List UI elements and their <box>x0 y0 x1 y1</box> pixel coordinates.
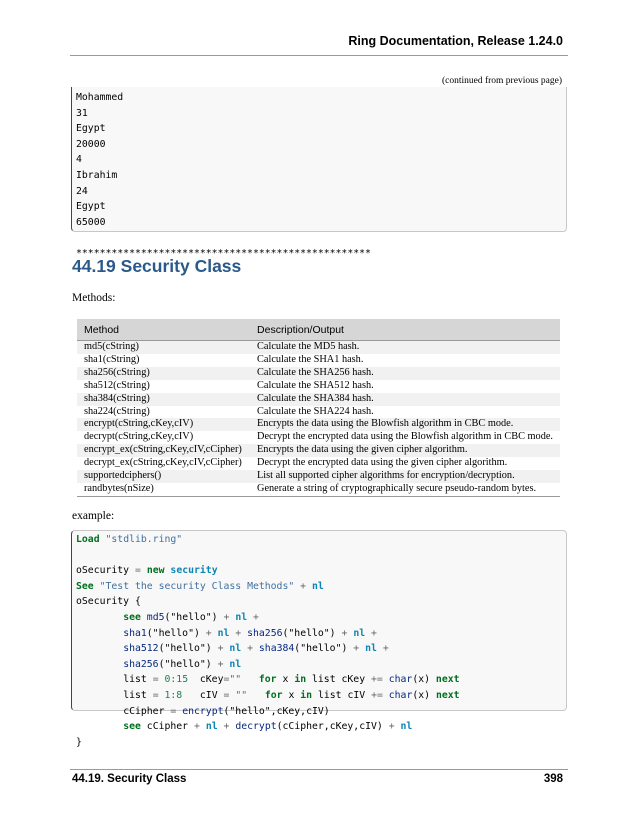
page-header-title: Ring Documentation, Release 1.24.0 <box>348 34 563 48</box>
table-row <box>77 418 560 431</box>
code-token: (x) <box>412 689 431 701</box>
code-token: x <box>282 674 289 686</box>
code-token: Load <box>76 534 100 545</box>
table-row <box>77 444 560 457</box>
code-token: for <box>258 674 277 686</box>
code-token: ("hello") <box>294 643 348 655</box>
code-token: sha1 <box>123 627 147 639</box>
code-token: + <box>353 643 360 655</box>
code-token: = <box>152 689 159 701</box>
code-token: + <box>341 627 348 639</box>
code-token: ("hello") <box>146 627 200 639</box>
code-token: nl <box>229 643 242 655</box>
method-cell: randbytes(nSize) <box>77 483 250 496</box>
table-row <box>77 457 560 470</box>
code-token: + <box>300 580 307 592</box>
description-cell: Encrypts the data using the Blowfish algorithm in CBC mode. <box>250 418 560 431</box>
code-token: + <box>223 721 230 733</box>
code-token: ("hello") <box>164 611 218 623</box>
description-cell: Calculate the SHA256 hash. <box>250 367 560 380</box>
method-cell: md5(cString) <box>77 341 250 354</box>
code-token: 1:8 <box>164 689 183 701</box>
code-token: = <box>223 689 230 701</box>
code-token: char <box>388 689 413 701</box>
code-token: nl <box>365 643 377 655</box>
method-cell: sha256(cString) <box>77 367 250 380</box>
code-token: + <box>217 658 224 670</box>
code-token: (cCipher,cKey,cIV) <box>276 721 383 733</box>
code-token: cIV <box>347 689 366 701</box>
code-token: list <box>312 674 336 686</box>
method-cell: decrypt_ex(cString,cKey,cIV,cCipher) <box>77 457 250 470</box>
code-token: + <box>253 611 259 623</box>
description-cell: Calculate the SHA384 hash. <box>250 393 560 406</box>
code-token: security <box>170 565 218 577</box>
code-token: ("hello") <box>158 643 212 655</box>
code-token: oSecurity { <box>76 596 141 608</box>
code-token: decrypt <box>235 721 277 733</box>
method-cell: sha224(cString) <box>77 406 250 419</box>
code-token: "stdlib.ring" <box>105 534 183 545</box>
code-token: sha384 <box>258 643 295 655</box>
code-token: nl <box>217 627 230 639</box>
code-token: "Test the security Class Methods" <box>99 580 295 592</box>
code-token: in <box>294 674 307 686</box>
output-line: 20000 <box>76 138 106 150</box>
description-cell: Decrypt the encrypted data using the given cipher algorithm. <box>250 457 560 470</box>
example-code-block <box>71 530 567 748</box>
output-code-block <box>71 87 567 259</box>
table-header-row <box>77 319 560 341</box>
code-token: = <box>152 674 159 686</box>
code-token: ("hello") <box>282 627 336 639</box>
code-token: nl <box>353 627 366 639</box>
code-token: cCipher <box>146 721 189 733</box>
description-cell: Calculate the SHA1 hash. <box>250 354 560 367</box>
description-cell: Encrypts the data using the given cipher algorithm. <box>250 444 560 457</box>
code-token: + <box>382 643 389 655</box>
code-token: nl <box>205 721 218 733</box>
code-token: nl <box>235 611 248 623</box>
code-token: see <box>123 611 141 623</box>
code-token: (x) <box>412 674 431 686</box>
code-token: cIV <box>199 689 218 701</box>
continued-note: (continued from previous page) <box>441 76 562 86</box>
code-token: "" <box>235 689 248 701</box>
code-token: See <box>76 580 94 592</box>
code-token: "" <box>229 674 242 686</box>
code-token: sha256 <box>123 658 159 670</box>
code-token: += <box>371 689 383 701</box>
table-row <box>77 470 560 483</box>
code-token: 0:15 <box>164 674 189 686</box>
code-token: = <box>223 674 230 686</box>
methods-table <box>77 319 560 497</box>
code-token: nl <box>400 721 413 733</box>
table-row <box>77 483 560 496</box>
table-row <box>77 354 560 367</box>
table-row <box>77 393 560 406</box>
method-cell: decrypt(cString,cKey,cIV) <box>77 431 250 444</box>
column-header-description: Description/Output <box>250 319 560 341</box>
table-row <box>77 341 560 354</box>
code-token: + <box>217 643 224 655</box>
description-cell: Calculate the MD5 hash. <box>250 341 560 354</box>
page-number: 398 <box>543 773 563 785</box>
code-token: + <box>205 627 212 639</box>
code-token: ("hello") <box>158 658 212 670</box>
code-token: } <box>76 736 82 748</box>
output-line: 31 <box>76 107 88 119</box>
output-line: Mohammed <box>76 92 124 103</box>
output-line: 4 <box>76 154 82 166</box>
method-cell: sha512(cString) <box>77 380 250 393</box>
footer-section-name: 44.19. Security Class <box>72 773 187 785</box>
code-token: cKey <box>341 674 366 686</box>
description-cell: Decrypt the encrypted data using the Blowfish algorithm in CBC mode. <box>250 431 560 444</box>
output-line: Ibrahim <box>76 169 118 181</box>
methods-label: Methods: <box>72 292 116 304</box>
code-token: sha256 <box>247 627 283 639</box>
description-cell: List all supported cipher algorithms for encryption/decryption. <box>250 470 560 483</box>
method-cell: encrypt_ex(cString,cKey,cIV,cCipher) <box>77 444 250 457</box>
code-token: list <box>123 689 147 701</box>
code-token: + <box>194 721 200 733</box>
code-token: cCipher <box>123 705 165 717</box>
code-token: cKey <box>199 674 224 686</box>
method-cell: supportedciphers() <box>77 470 250 483</box>
code-token: next <box>435 674 460 686</box>
code-token: ("hello",cKey,cIV) <box>223 705 330 717</box>
method-cell: encrypt(cString,cKey,cIV) <box>77 418 250 431</box>
code-token: list <box>123 674 147 686</box>
code-token: + <box>247 643 253 655</box>
code-token: see <box>123 721 141 733</box>
table-row <box>77 406 560 419</box>
code-token: next <box>435 689 460 701</box>
description-cell: Generate a string of cryptographically secure pseudo-random bytes. <box>250 483 560 496</box>
table-row <box>77 380 560 393</box>
code-token: + <box>235 627 242 639</box>
code-token: char <box>388 674 413 686</box>
output-line: Egypt <box>76 201 106 213</box>
method-cell: sha384(cString) <box>77 393 250 406</box>
code-token: = <box>170 705 177 717</box>
description-cell: Calculate the SHA224 hash. <box>250 406 560 419</box>
table-row <box>77 431 560 444</box>
section-title: 44.19 Security Class <box>72 256 242 276</box>
output-line: Egypt <box>76 123 106 135</box>
code-token: += <box>371 674 383 686</box>
code-token: + <box>371 627 377 639</box>
code-token: list <box>317 689 342 701</box>
example-label: example: <box>72 510 115 522</box>
description-cell: Calculate the SHA512 hash. <box>250 380 560 393</box>
code-token: sha512 <box>123 643 159 655</box>
output-line: 24 <box>76 185 88 197</box>
code-token: encrypt <box>182 705 224 717</box>
code-token: + <box>223 611 230 623</box>
code-token: oSecurity <box>76 565 130 577</box>
output-line: 65000 <box>76 216 106 228</box>
code-token: + <box>388 721 395 733</box>
column-header-method: Method <box>77 319 250 341</box>
code-token: md5 <box>146 611 165 623</box>
code-token: new <box>146 565 165 577</box>
code-token: x <box>288 689 295 701</box>
table-row <box>77 367 560 380</box>
code-token: in <box>300 689 313 701</box>
header-rule <box>70 55 568 56</box>
code-token: for <box>264 689 283 701</box>
method-cell: sha1(cString) <box>77 354 250 367</box>
output-line: ************************************************** <box>76 247 371 259</box>
code-token: nl <box>311 580 324 592</box>
code-token: nl <box>229 658 242 670</box>
footer-rule <box>70 769 568 770</box>
code-token: = <box>135 565 141 577</box>
